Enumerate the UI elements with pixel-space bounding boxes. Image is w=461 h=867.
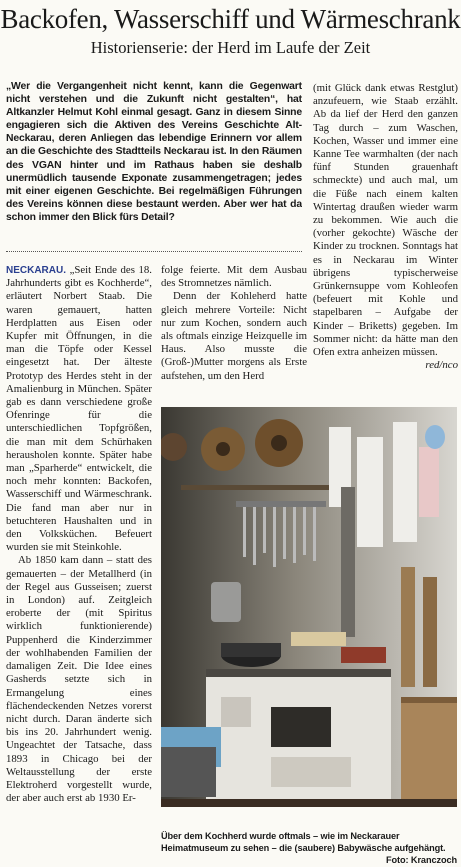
- photo-caption: [161, 830, 457, 866]
- body-column-3: [313, 82, 458, 402]
- body-paragraph: folge feierte. Mit dem Ausbau des Stromnetzes nämlich.: [161, 264, 307, 290]
- caption-text: Über dem Kochherd wurde oftmals – wie im Neckarauer Heimatmuseum zu sehen – die (saubere) Babywäsche aufgehängt.: [161, 831, 446, 853]
- body-paragraph: Denn der Kohleherd hatte gleich mehrere Vorteile: Nicht nur zum Kochen, sondern auch als oftmals einzige Heizquelle im Haus. Also musste die (Groß-)Mutter morgens als Erste aufstehen, um den Herd: [161, 290, 307, 382]
- dateline: NECKARAU.: [6, 265, 66, 276]
- author-tag: red/nco: [425, 359, 458, 372]
- body-text: (mit Glück dank etwas Restglut) anzufeuern, wie Staab erzählt. Ab da lief der Herd den ganzen Tag durch – zum Waschen, Kochen, Wasser und immer eine Kanne Tee warmhalten (der nach fünf Stunden grauenhaft schmeckte) und auch mal, um die Füße nach einem kalten Wintertag draußen wieder warm zu bekommen. Wie auch die (vorher gekochte) Wäsche der Kinder zu trocknen. Sonntags hat es in Neckarau im Winter übrigens typischerweise Grünkernsuppe vom Kohleofen (befeuert mit Kohle und stapelbaren – Aufgabe der Kinder – Briketts) gegeben. Im Sommer nicht: da hätte man den Ofen extra anheizen müssen.: [313, 82, 458, 359]
- body-text: „Seit Ende des 18. Jahrhunderts gibt es Kochherde“, erläutert Norbert Staab. Die waren gemauert, hatten Herdplatten aus Eisen oder Kupfer mit Öffnungen, in die man die Töpfe oder Kessel eingesetzt hat. Der älteste Prototyp des Herdes steht in der Amalienburg in München. Später gab es dann verschiedene große Ofenringe für die unterschiedlichen Topfgrößen, die man mit dem Schürhaken herausholen konnte. Später habe man „Sparherde“ entwickelt, die noch mehr konnten: Backofen, Wasserschiff und Wärmeschrank. Die fand man aber nur in betuchteren Haushalten und in den Volksküchen. Befeuert wurden sie mit Steinkohle.: [6, 264, 152, 554]
- headline: Backofen, Wasserschiff und Wärmeschrank: [0, 4, 461, 34]
- body-paragraph: [313, 82, 458, 372]
- photo-illustration: [161, 407, 457, 807]
- kitchen-museum-photo: [161, 407, 457, 807]
- photo-credit: Foto: Kranczoch: [386, 855, 457, 865]
- body-paragraph: Ab 1850 kam dann – statt des gemauerten – der Metallherd (in der Regel aus Gusseisen; zuerst in London) auf. Zeitgleich eroberte der (mit Spiritus wirklich funktionierende) Puppenherd die Kinderzimmer der wohlhabenden Familien der damaligen Zeit. Die Idee eines Gasherds setzte sich in Ermangelung eines flächendeckenden Netzes vorerst nicht durch. Daran änderte sich bis ins 20. Jahrhundert wenig. Ungeachtet der Tatsache, dass 1893 in Chicago bei der Weltausstellung der erste Elektroherd vorgestellt wurde, der aber auch erst ab 1930 Er-: [6, 554, 152, 805]
- subheadline: Historienserie: der Herd im Laufe der Zeit: [90, 38, 371, 57]
- lead-divider: [6, 251, 302, 252]
- lead-paragraph: „Wer die Vergangenheit nicht kennt, kann die Gegenwart nicht verstehen und die Zukunft nicht gestalten“, hat Altkanzler Helmut Kohl einmal gesagt. Ganz in diesem Sinne engagieren sich die Aktiven des Vereins Geschichte Alt-Neckarau, deren Anliegen das lebendige Erinnern vor allem an die Geschichte des Stadtteils Neckarau ist. In den Räumen des VGAN hinter und im Rathaus haben sie deshalb unermüdlich tausende Exponate zusammengetragen; jedes mit einer eigenen Geschichte. Bei regelmäßigen Führungen des Vereins können diese bestaunt werden. Aber wer hat da schon immer den Blick fürs Detail?: [6, 81, 302, 223]
- body-paragraph: [6, 264, 152, 554]
- body-column-2: [161, 264, 307, 404]
- body-column-1: [6, 264, 152, 867]
